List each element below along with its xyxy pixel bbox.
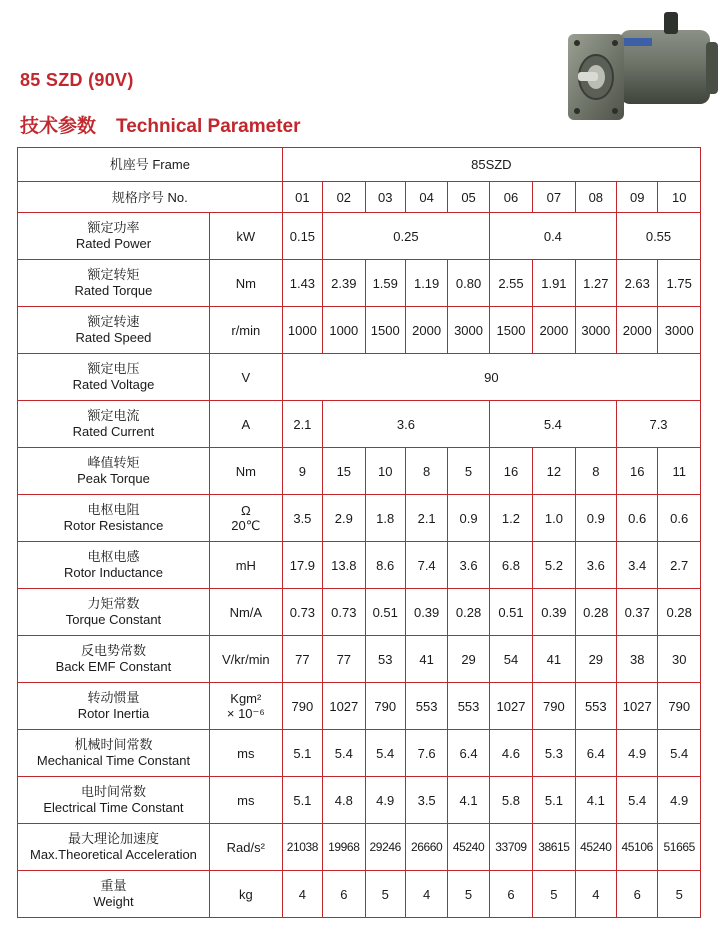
- value-cell: 19968: [323, 824, 365, 871]
- value-cell: 12: [533, 448, 575, 495]
- value-cell: 0.37: [617, 589, 658, 636]
- value-cell: 5.2: [533, 542, 575, 589]
- table-row: [18, 495, 701, 542]
- value-cell: 6.4: [448, 730, 489, 777]
- value-cell: 21038: [282, 824, 322, 871]
- value-cell: 5.4: [617, 777, 658, 824]
- value-cell: 0.55: [617, 213, 701, 260]
- param-name: [18, 824, 210, 871]
- value-cell: 15: [323, 448, 365, 495]
- param-name-en: Torque Constant: [65, 612, 162, 627]
- value-cell: 5: [365, 871, 405, 918]
- param-name-zh: 电枢电感: [87, 550, 140, 565]
- param-name-en: Rotor Inertia: [77, 706, 150, 721]
- value-cell: 5.3: [533, 730, 575, 777]
- value-cell: 3000: [575, 307, 616, 354]
- table-row: [18, 636, 701, 683]
- value-cell: 4.1: [575, 777, 616, 824]
- value-cell: 2000: [405, 307, 447, 354]
- value-cell: 30: [658, 636, 701, 683]
- param-unit-text: kg: [238, 886, 253, 902]
- param-unit-text: ms: [237, 792, 255, 808]
- value-cell: 0.6: [658, 495, 701, 542]
- param-name: [18, 589, 210, 636]
- param-name: [18, 636, 210, 683]
- param-name-en: Rated Speed: [75, 330, 152, 345]
- value-cell: 2.9: [323, 495, 365, 542]
- value-cell: 1000: [282, 307, 322, 354]
- param-name-en: Rated Power: [75, 236, 152, 251]
- param-unit-text: Rad/s²: [226, 839, 265, 855]
- spec-number-9: 09: [617, 182, 658, 213]
- param-name-zh: 额定转速: [87, 315, 140, 330]
- param-name: [18, 683, 210, 730]
- no-label: 规格序号 No.: [18, 182, 283, 213]
- value-cell: 54: [489, 636, 532, 683]
- value-cell: 77: [282, 636, 322, 683]
- value-cell: 29246: [365, 824, 405, 871]
- spec-number-4: 04: [405, 182, 447, 213]
- value-cell: 0.28: [575, 589, 616, 636]
- value-cell: 2000: [617, 307, 658, 354]
- value-cell: 29: [575, 636, 616, 683]
- param-name-zh: 力矩常数: [87, 597, 140, 612]
- param-unit-sub: 20℃: [231, 518, 261, 533]
- param-name: [18, 401, 210, 448]
- value-cell: 5.1: [282, 730, 322, 777]
- value-cell: 0.39: [533, 589, 575, 636]
- param-unit: [209, 683, 282, 730]
- value-cell: 1500: [489, 307, 532, 354]
- value-cell: 2.39: [323, 260, 365, 307]
- param-unit-text: ms: [237, 745, 255, 761]
- param-unit-text: V: [241, 369, 251, 385]
- value-cell: 2.1: [405, 495, 447, 542]
- value-cell: 11: [658, 448, 701, 495]
- motor-shaft: [578, 72, 598, 81]
- value-cell: 4.6: [489, 730, 532, 777]
- value-cell: 0.9: [448, 495, 489, 542]
- param-name: [18, 307, 210, 354]
- table-row: [18, 448, 701, 495]
- section-title-en: Technical Parameter: [116, 116, 301, 137]
- value-cell: 4: [575, 871, 616, 918]
- value-cell: 8: [405, 448, 447, 495]
- value-cell: 77: [323, 636, 365, 683]
- value-cell: 3000: [448, 307, 489, 354]
- spec-number-2: 02: [323, 182, 365, 213]
- param-unit: [209, 354, 282, 401]
- value-cell: 51665: [658, 824, 701, 871]
- param-name-en: Electrical Time Constant: [43, 800, 184, 815]
- value-cell: 5.8: [489, 777, 532, 824]
- param-name: [18, 260, 210, 307]
- value-cell: 1.75: [658, 260, 701, 307]
- value-cell: 553: [405, 683, 447, 730]
- value-cell: 45106: [617, 824, 658, 871]
- motor-label: [622, 38, 652, 46]
- value-cell: 5.4: [489, 401, 616, 448]
- table-row: [18, 542, 701, 589]
- motor-photo: [560, 8, 720, 128]
- value-cell: 7.3: [617, 401, 701, 448]
- value-cell: 2000: [533, 307, 575, 354]
- value-cell: 10: [365, 448, 405, 495]
- value-cell: 5.4: [365, 730, 405, 777]
- table-row: [18, 213, 701, 260]
- value-cell: 4: [405, 871, 447, 918]
- spec-table: [17, 147, 701, 918]
- table-row: [18, 354, 701, 401]
- value-cell: 0.25: [323, 213, 490, 260]
- value-cell: 8.6: [365, 542, 405, 589]
- param-name-en: Mechanical Time Constant: [36, 753, 191, 768]
- param-name: [18, 542, 210, 589]
- value-cell: 16: [489, 448, 532, 495]
- value-cell: 16: [617, 448, 658, 495]
- value-cell: 1.43: [282, 260, 322, 307]
- motor-brush-cap-top: [664, 12, 678, 34]
- value-cell: 4.9: [658, 777, 701, 824]
- frame-label: 机座号 Frame: [18, 148, 283, 182]
- param-unit-sub: × 10⁻⁶: [226, 706, 265, 721]
- value-cell: 1.0: [533, 495, 575, 542]
- param-unit: [209, 448, 282, 495]
- param-unit: [209, 401, 282, 448]
- param-name-en: Peak Torque: [77, 471, 150, 486]
- param-name: [18, 777, 210, 824]
- value-cell: 3.6: [448, 542, 489, 589]
- param-unit: [209, 542, 282, 589]
- value-cell: 790: [365, 683, 405, 730]
- value-cell: 6: [617, 871, 658, 918]
- value-cell: 1.27: [575, 260, 616, 307]
- value-cell: 1000: [323, 307, 365, 354]
- value-cell: 5: [533, 871, 575, 918]
- value-cell: 0.28: [448, 589, 489, 636]
- param-name: [18, 871, 210, 918]
- value-cell: 0.73: [323, 589, 365, 636]
- table-row: [18, 824, 701, 871]
- spec-number-3: 03: [365, 182, 405, 213]
- value-cell: 1.91: [533, 260, 575, 307]
- param-name-zh: 额定转矩: [87, 268, 140, 283]
- value-cell: 6.4: [575, 730, 616, 777]
- param-unit: [209, 777, 282, 824]
- spec-number-7: 07: [533, 182, 575, 213]
- value-cell: 4.8: [323, 777, 365, 824]
- param-unit: [209, 589, 282, 636]
- spec-number-6: 06: [489, 182, 532, 213]
- value-cell: 7.4: [405, 542, 447, 589]
- value-cell: 1027: [489, 683, 532, 730]
- param-name-zh: 机械时间常数: [74, 738, 153, 753]
- table-row: [18, 260, 701, 307]
- table-row: [18, 730, 701, 777]
- param-unit: [209, 871, 282, 918]
- value-cell: 5.1: [533, 777, 575, 824]
- value-cell: 17.9: [282, 542, 322, 589]
- section-title: [20, 111, 300, 138]
- value-cell: 2.1: [282, 401, 322, 448]
- param-name: [18, 213, 210, 260]
- param-name: [18, 495, 210, 542]
- value-cell: 0.9: [575, 495, 616, 542]
- value-cell: 790: [658, 683, 701, 730]
- param-unit: [209, 213, 282, 260]
- spec-number-1: 01: [282, 182, 322, 213]
- spec-number-8: 08: [575, 182, 616, 213]
- value-cell: 5: [448, 448, 489, 495]
- table-row: [18, 683, 701, 730]
- param-name-en: Weight: [93, 894, 134, 909]
- param-name-zh: 重量: [100, 879, 127, 894]
- param-unit: [209, 730, 282, 777]
- param-unit: [209, 307, 282, 354]
- value-cell: 0.80: [448, 260, 489, 307]
- value-cell: 38615: [533, 824, 575, 871]
- value-cell: 0.4: [489, 213, 616, 260]
- value-cell: 1.2: [489, 495, 532, 542]
- value-cell: 5: [448, 871, 489, 918]
- param-unit-text: Nm: [235, 463, 256, 479]
- param-name-zh: 额定功率: [87, 221, 140, 236]
- model-title: 85 SZD (90V): [20, 70, 134, 90]
- param-name-en: Rated Torque: [74, 283, 153, 298]
- value-cell: 3.4: [617, 542, 658, 589]
- value-cell: 1027: [617, 683, 658, 730]
- param-name-zh: 电时间常数: [80, 785, 146, 800]
- param-name-zh: 峰值转矩: [87, 456, 140, 471]
- param-unit: [209, 495, 282, 542]
- value-cell: 6.8: [489, 542, 532, 589]
- value-cell: 790: [282, 683, 322, 730]
- spec-number-10: 10: [658, 182, 701, 213]
- param-name-en: Rotor Inductance: [63, 565, 163, 580]
- param-unit-text: A: [241, 416, 251, 432]
- value-cell: 553: [448, 683, 489, 730]
- value-cell: 2.55: [489, 260, 532, 307]
- param-name-en: Back EMF Constant: [55, 659, 172, 674]
- param-name-zh: 反电势常数: [80, 644, 146, 659]
- param-name-zh: 额定电压: [87, 362, 140, 377]
- value-cell: 9: [282, 448, 322, 495]
- value-cell: 3.6: [323, 401, 490, 448]
- value-cell: 4.1: [448, 777, 489, 824]
- value-cell: 553: [575, 683, 616, 730]
- value-cell: 0.51: [489, 589, 532, 636]
- value-cell: 790: [533, 683, 575, 730]
- value-cell: 0.28: [658, 589, 701, 636]
- param-name-zh: 电枢电阻: [87, 503, 140, 518]
- param-name: [18, 730, 210, 777]
- value-cell: 2.7: [658, 542, 701, 589]
- value-cell: 1.59: [365, 260, 405, 307]
- value-cell: 2.63: [617, 260, 658, 307]
- spec-number-5: 05: [448, 182, 489, 213]
- frame-value: 85SZD: [282, 148, 700, 182]
- value-cell: 41: [405, 636, 447, 683]
- value-cell: 1.8: [365, 495, 405, 542]
- param-name: [18, 448, 210, 495]
- value-cell: 7.6: [405, 730, 447, 777]
- param-name: [18, 354, 210, 401]
- value-cell: 3.5: [282, 495, 322, 542]
- param-unit: [209, 260, 282, 307]
- value-cell: 45240: [575, 824, 616, 871]
- value-cell: 5.4: [323, 730, 365, 777]
- param-unit: [209, 636, 282, 683]
- value-cell: 0.51: [365, 589, 405, 636]
- value-cell: 4: [282, 871, 322, 918]
- value-cell: 45240: [448, 824, 489, 871]
- value-cell: 3.6: [575, 542, 616, 589]
- param-name-zh: 转动惯量: [87, 691, 140, 706]
- value-cell: 6: [323, 871, 365, 918]
- param-unit-text: Nm/A: [229, 604, 263, 620]
- value-cell: 0.39: [405, 589, 447, 636]
- param-unit-text: r/min: [231, 322, 261, 338]
- value-cell: 1027: [323, 683, 365, 730]
- param-name-zh: 额定电流: [87, 409, 140, 424]
- value-cell: 90: [282, 354, 700, 401]
- param-unit: [209, 824, 282, 871]
- param-unit-text: kW: [236, 228, 256, 244]
- value-cell: 4.9: [365, 777, 405, 824]
- value-cell: 4.9: [617, 730, 658, 777]
- value-cell: 0.15: [282, 213, 322, 260]
- value-cell: 1500: [365, 307, 405, 354]
- param-name-en: Rotor Resistance: [63, 518, 164, 533]
- param-name-en: Max.Theoretical Acceleration: [30, 847, 197, 862]
- motor-end-cap: [706, 42, 718, 94]
- value-cell: 0.6: [617, 495, 658, 542]
- param-unit-text: Nm: [235, 275, 256, 291]
- value-cell: 38: [617, 636, 658, 683]
- table-row: [18, 777, 701, 824]
- value-cell: 6: [489, 871, 532, 918]
- value-cell: 26660: [405, 824, 447, 871]
- value-cell: 5.4: [658, 730, 701, 777]
- value-cell: 8: [575, 448, 616, 495]
- value-cell: 5: [658, 871, 701, 918]
- value-cell: 5.1: [282, 777, 322, 824]
- param-unit-text: V/kr/min: [221, 651, 270, 667]
- param-name-zh: 最大理论加速度: [67, 832, 159, 847]
- value-cell: 53: [365, 636, 405, 683]
- value-cell: 33709: [489, 824, 532, 871]
- table-row: [18, 589, 701, 636]
- value-cell: 29: [448, 636, 489, 683]
- param-name-en: Rated Current: [72, 424, 155, 439]
- value-cell: 0.73: [282, 589, 322, 636]
- param-unit-text: mH: [235, 557, 256, 573]
- table-row: [18, 307, 701, 354]
- section-title-zh: 技术参数: [20, 115, 97, 137]
- value-cell: 1.19: [405, 260, 447, 307]
- value-cell: 3000: [658, 307, 701, 354]
- value-cell: 13.8: [323, 542, 365, 589]
- value-cell: 3.5: [405, 777, 447, 824]
- param-unit-text: Kgm²: [230, 691, 262, 706]
- table-row: [18, 401, 701, 448]
- table-row: [18, 871, 701, 918]
- param-unit-text: Ω: [240, 503, 251, 518]
- value-cell: 41: [533, 636, 575, 683]
- param-name-en: Rated Voltage: [72, 377, 155, 392]
